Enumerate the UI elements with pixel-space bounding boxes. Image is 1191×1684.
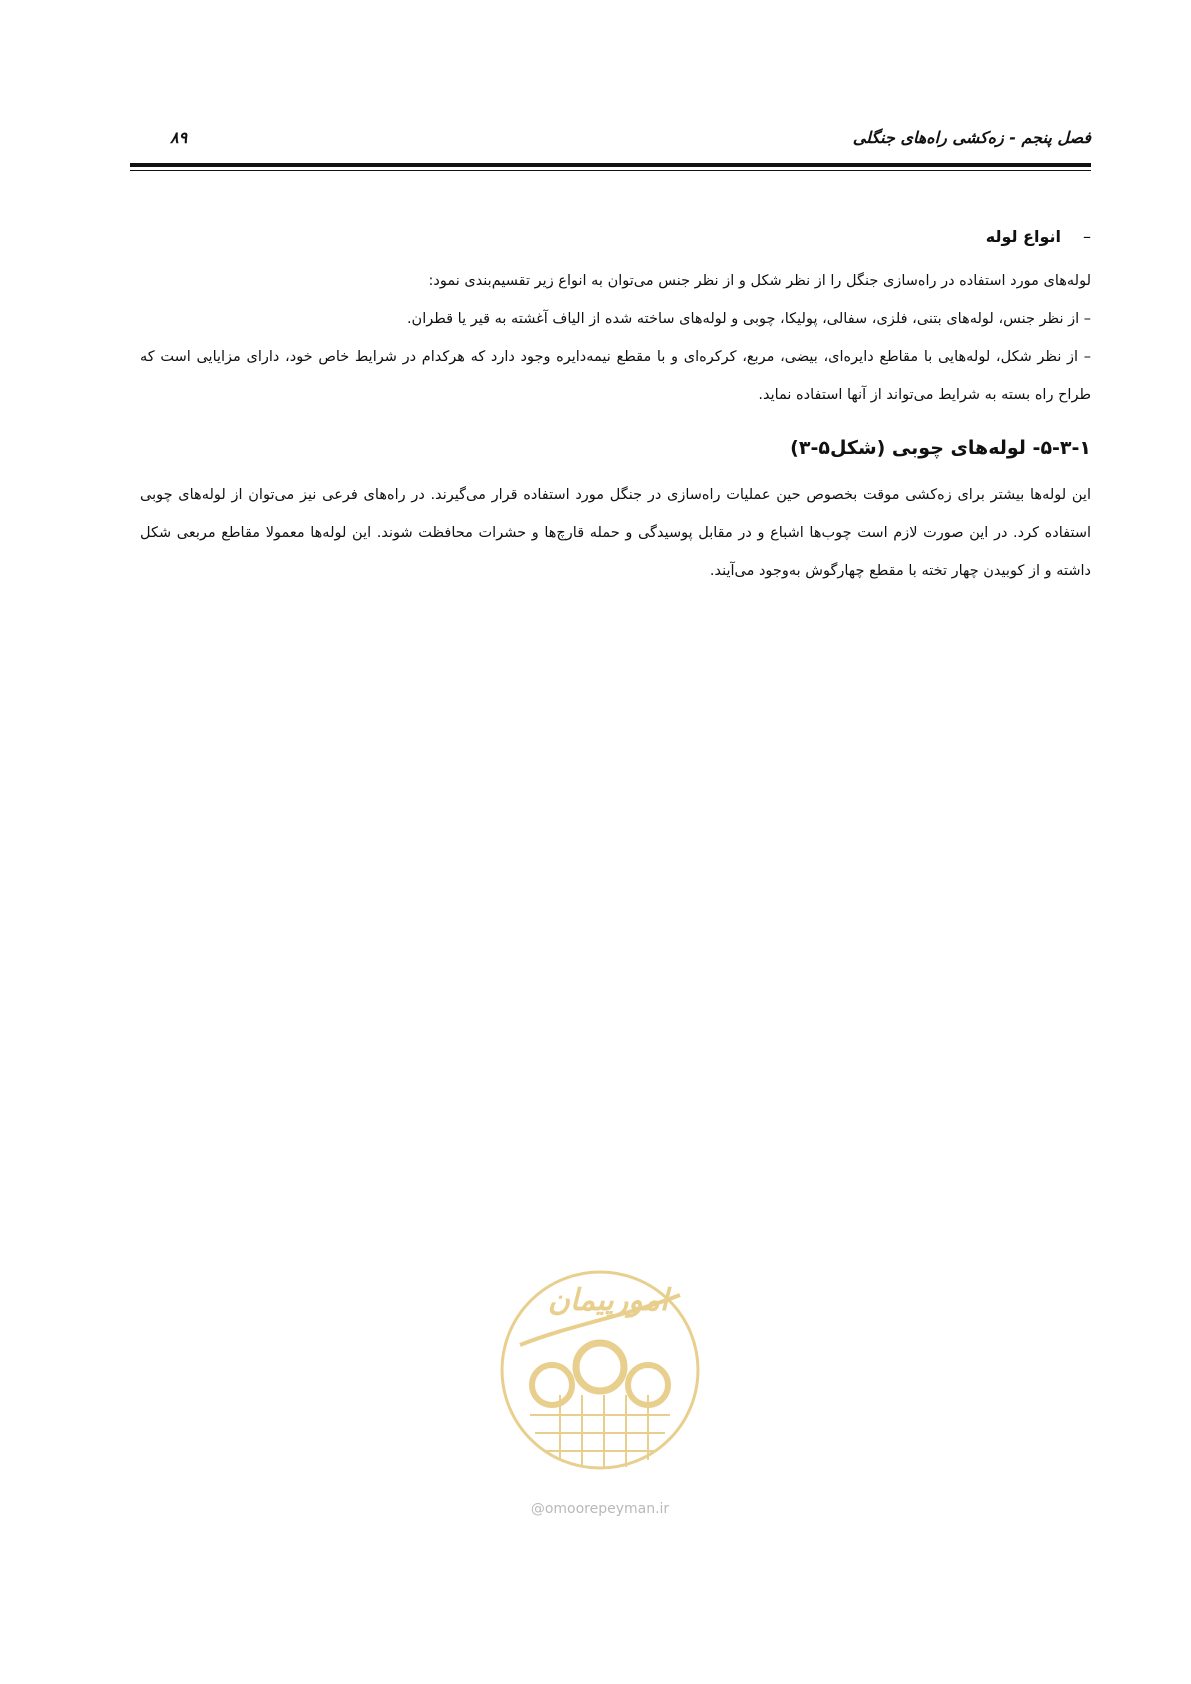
paragraph-shape: – از نظر شکل، لوله‌هایی با مقاطع دایره‌ای، بیضی، مربع، کرکره‌ای و با مقطع نیمه‌دایره وجود دارد که هرکدام در شرایط خاص خود، دارای مزایایی است که طراح راه بسته به شرایط می‌تواند از آنها استفاده نماید. <box>140 349 1091 403</box>
header-rule-thin <box>130 170 1091 171</box>
watermark-logo-text: امورپیمان <box>547 1283 669 1318</box>
chapter-title: فصل پنجم - زه‌کشی راه‌های جنگلی <box>852 128 1091 147</box>
section-title: ۵-۳-۱- لوله‌های چوبی (شکل۵-۳) <box>790 437 1091 459</box>
watermark-logo <box>490 1255 710 1517</box>
header-rule-thick <box>130 163 1091 167</box>
watermark-url: @omoorepeyman.ir <box>530 1501 670 1517</box>
paragraph-material: – از نظر جنس، لوله‌های بتنی، فلزی، سفالی، پولیکا، چوبی و لوله‌های ساخته شده از الیاف آغشته به قیر یا قطران. <box>406 311 1091 327</box>
watermark-logo-graphic <box>490 1255 710 1495</box>
paragraph-wooden-pipes: این لوله‌ها بیشتر برای زه‌کشی موقت بخصوص حین عملیات راه‌سازی در جنگل مورد استفاده قرار می‌گیرند. در راه‌های فرعی نیز می‌توان از لوله‌های چوبی استفاده کرد. در این صورت لازم است چوب‌ها اشباع و در مقابل پوسیدگی و حمله قارچ‌ها و حشرات محافظت شوند. این لوله‌ها معمولا مقاطع مربعی شکل داشته و از کوبیدن چهار تخته با مقطع چهارگوش به‌وجود می‌آیند. <box>140 487 1091 579</box>
bullet-heading <box>140 218 1091 256</box>
bullet-dash: – <box>1083 227 1091 246</box>
page-number: ۸۹ <box>170 128 188 147</box>
paragraph-intro: لوله‌های مورد استفاده در راه‌سازی جنگل را از نظر شکل و از نظر جنس می‌توان به انواع زیر تقسیم‌بندی نمود: <box>428 273 1091 289</box>
page-header <box>130 128 1091 158</box>
bullet-heading-text: انواع لوله <box>985 227 1061 246</box>
page-body <box>140 218 1091 590</box>
